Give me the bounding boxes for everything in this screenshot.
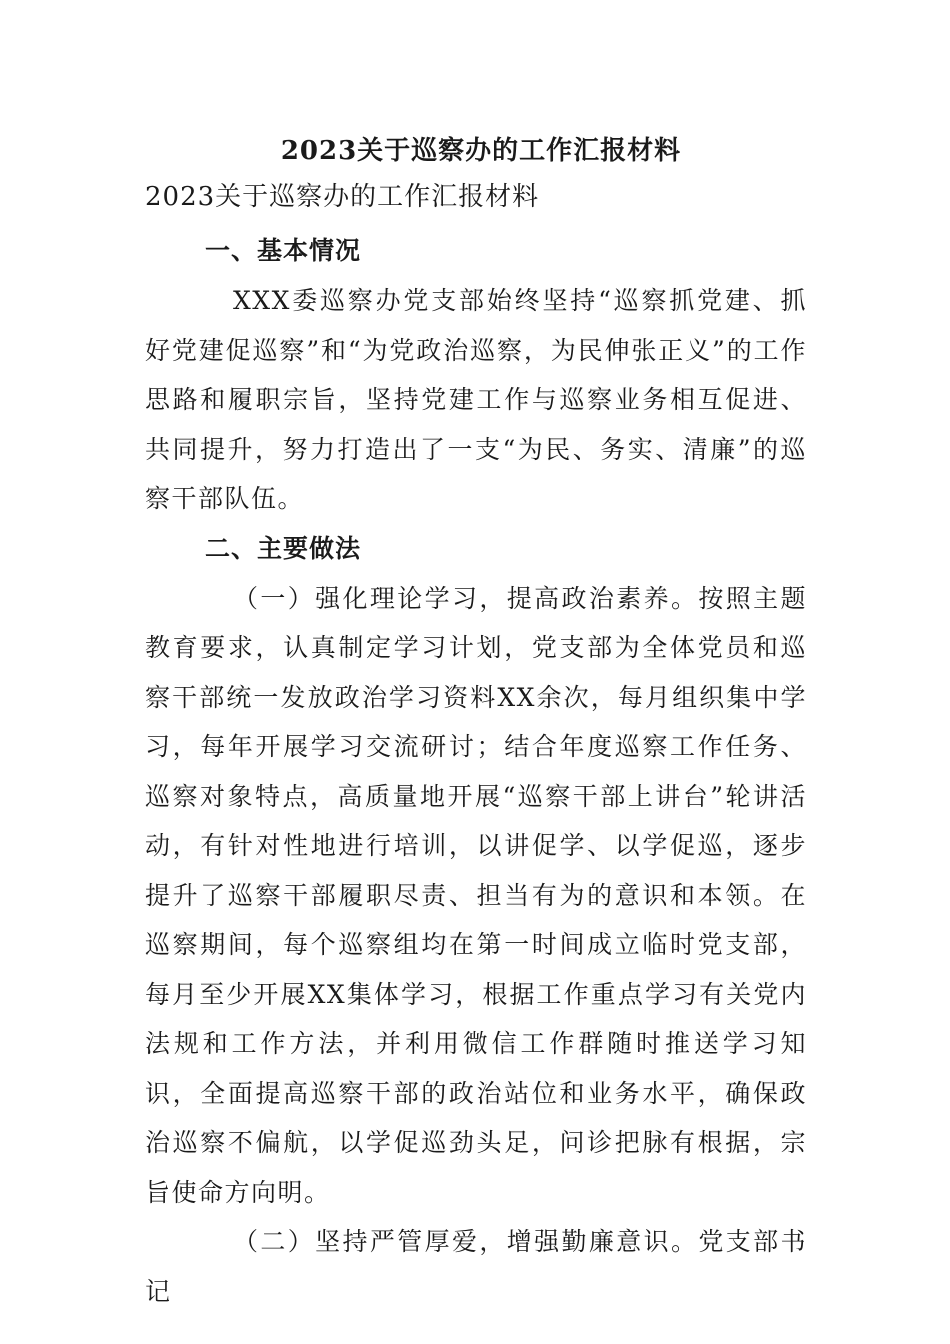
section-main-practices xyxy=(145,524,807,1317)
section-basic-situation xyxy=(145,226,807,524)
section-paragraph: XXX委巡察办党支部始终坚持“巡察抓党建、抓好党建促巡察”和“为党政治巡察，为民伸张正义”的工作思路和履职宗旨，坚持党建工作与巡察业务相互促进、共同提升，努力打造出了一支“为民、务实、清廉”的巡察干部队伍。 xyxy=(145,286,807,513)
section-heading: 一、基本情况 xyxy=(205,236,362,265)
section-heading: 二、主要做法 xyxy=(205,533,362,563)
document-title: 2023关于巡察办的工作汇报材料 xyxy=(280,136,682,166)
document-page xyxy=(145,128,807,1316)
document-subtitle: 2023关于巡察办的工作汇报材料 xyxy=(145,182,540,212)
section-paragraph: （一）强化理论学习，提高政治素养。按照主题教育要求，认真制定学习计划，党支部为全体党员和巡察干部统一发放政治学习资料XX余次，每月组织集中学习，每年开展学习交流研讨；结合年度巡察工作任务、巡察对象特点，高质量地开展“巡察干部上讲台”轮讲活动，有针对性地进行培训，以讲促学、以学促巡，逐步提升了巡察干部履职尽责、担当有为的意识和本领。在巡察期间，每个巡察组均在第一时间成立临时党支部，每月至少开展XX集体学习，根据工作重点学习有关党内法规和工作方法，并利用微信工作群随时推送学习知识，全面提高巡察干部的政治站位和业务水平，确保政治巡察不偏航，以学促巡劲头足，问诊把脉有根据，宗旨使命方向明。 xyxy=(145,583,807,1207)
section-paragraph: （二）坚持严管厚爱，增强勤廉意识。党支部书记 xyxy=(145,1227,807,1306)
